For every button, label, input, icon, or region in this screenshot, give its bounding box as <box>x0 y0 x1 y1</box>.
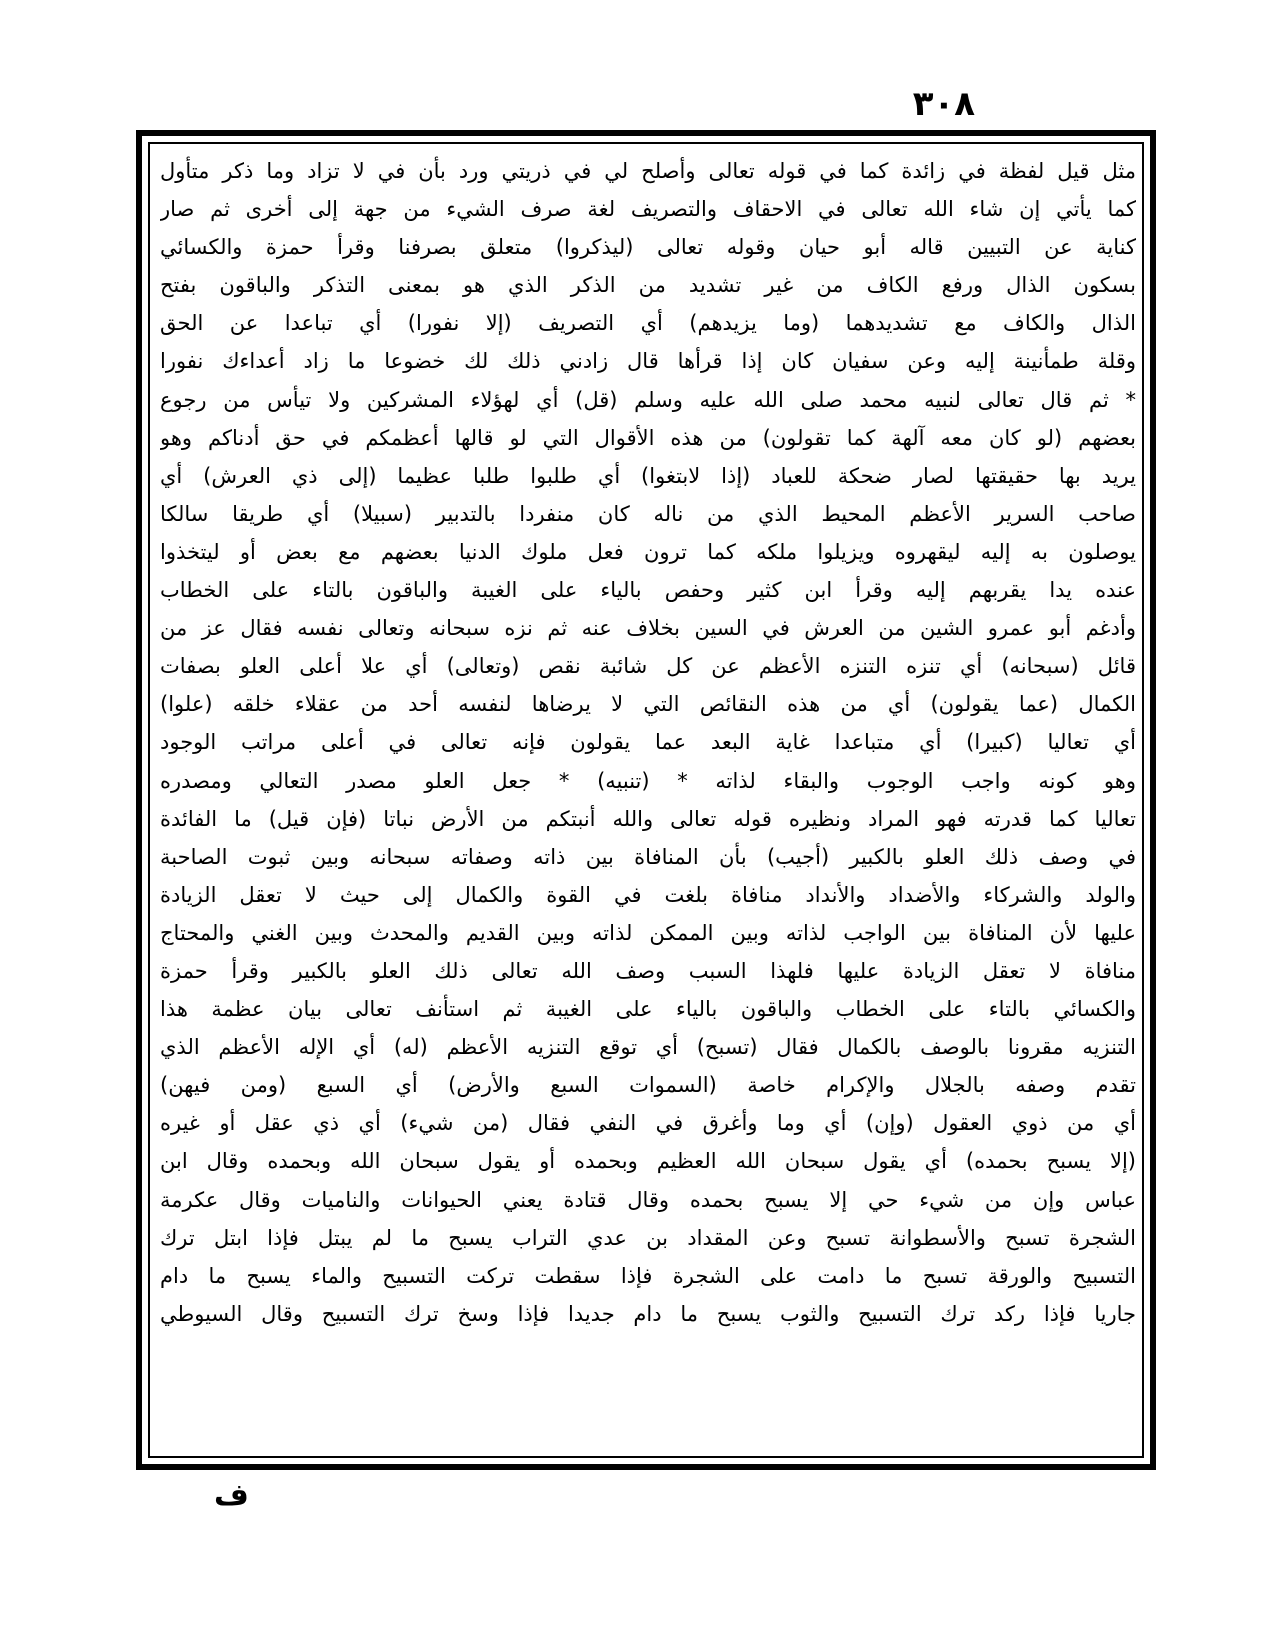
text-line: (إلا يسبح بحمده) أي يقول سبحان الله العظيم وبحمده أو يقول سبحان الله وبحمده وقال ابن <box>160 1149 1136 1174</box>
text-line: منافاة لا تعقل الزيادة عليها فلهذا السبب وصف الله تعالى ذلك العلو بالكبير وقرأ حمزة <box>160 958 1136 983</box>
text-line: والولد والشركاء والأضداد والأنداد منافاة بلغت في القوة والكمال إلى حيث لا تعقل الزيادة <box>160 882 1136 907</box>
text-line: وأدغم أبو عمرو الشين من العرش في السين بخلاف عنه ثم نزه سبحانه وتعالى نفسه فقال عز من <box>160 616 1136 641</box>
text-line: وهو كونه واجب الوجوب والبقاء لذاته * (تنبيه) * جعل العلو مصدر التعالي ومصدره <box>160 768 1136 793</box>
text-line: والكسائي بالتاء على الخطاب والباقون بالياء على الغيبة ثم استأنف تعالى بيان عظمة هذا <box>160 997 1136 1022</box>
text-line: تقدم وصفه بالجلال والإكرام خاصة (السموات السبع والأرض) أي السبع (ومن فيهن) <box>160 1073 1136 1098</box>
text-line: الكمال (عما يقولون) أي من هذه النقائص التي لا يرضاها لنفسه أحد من عقلاء خلقه (علوا) <box>160 692 1136 717</box>
text-line: تعاليا كما قدرته فهو المراد ونظيره قوله تعالى والله أنبتكم من الأرض نباتا (فإن قيل) ما الفائدة <box>160 806 1136 831</box>
page-number: ٣٠٨ <box>912 84 975 124</box>
text-line: صاحب السرير الأعظم المحيط الذي من ناله كان منفردا بالتدبير (سبيلا) أي طريقا سالكا <box>160 501 1136 526</box>
text-line: التسبيح والورقة تسبح ما دامت على الشجرة فإذا سقطت تركت التسبيح والماء يسبح ما دام <box>160 1263 1136 1288</box>
text-line: بسكون الذال ورفع الكاف من غير تشديد من الذكر الذي هو بمعنى التذكر والباقون بفتح <box>160 273 1136 298</box>
text-line: * ثم قال تعالى لنبيه محمد صلى الله عليه وسلم (قل) أي لهؤلاء المشركين ولا تيأس من رجوع <box>160 387 1136 412</box>
text-line: كناية عن التبيين قاله أبو حيان وقوله تعالى (ليذكروا) متعلق بصرفنا وقرأ حمزة والكسائي <box>160 235 1136 260</box>
text-line: مثل قيل لفظة في زائدة كما في قوله تعالى وأصلح لي في ذريتي ورد بأن في لا تزاد وما ذكر متأول <box>160 159 1136 183</box>
text-line: عليها لأن المنافاة بين الواجب لذاته وبين الممكن لذاته وبين القديم والمحدث وبين الغني والمحتاج <box>160 920 1136 945</box>
text-line: يريد بها حقيقتها لصار ضحكة للعباد (إذا لابتغوا) أي طلبوا طلبا عظيما (إلى ذي العرش) أي <box>160 463 1136 488</box>
text-line: أي من ذوي العقول (وإن) أي وما وأغرق في النفي فقال (من شيء) أي ذي عقل أو غيره <box>160 1111 1136 1136</box>
text-line: بعضهم (لو كان معه آلهة كما تقولون) من هذه الأقوال التي لو قالها أعظمكم في حق أدناكم وهو <box>160 425 1136 450</box>
text-line: الذال والكاف مع تشديدهما (وما يزيدهم) أي التصريف (إلا نفورا) أي تباعدا عن الحق <box>160 311 1136 336</box>
text-line: وقلة طمأنينة إليه وعن سفيان كان إذا قرأها قال زادني ذلك لك خضوعا ما زاد أعداءك نفورا <box>160 349 1136 374</box>
text-line: قائل (سبحانه) أي تنزه التنزه الأعظم عن كل شائبة نقص (وتعالى) أي علا أعلى العلو بصفات <box>160 654 1136 679</box>
text-line: أي تعاليا (كبيرا) أي متباعدا غاية البعد عما يقولون فإنه تعالى في أعلى مراتب الوجود <box>160 730 1136 755</box>
text-line: في وصف ذلك العلو بالكبير (أجيب) بأن المنافاة بين ذاته وصفاته سبحانه وبين ثبوت الصاحبة <box>160 844 1136 869</box>
text-line: التنزيه مقرونا بالوصف بالكمال فقال (تسبح) أي توقع التنزيه الأعظم (له) أي الإله الأعظم الذي <box>160 1035 1136 1060</box>
catchword: ف <box>214 1478 249 1513</box>
text-line: عنده يدا يقربهم إليه وقرأ ابن كثير وحفص بالياء على الغيبة والباقون بالتاء على الخطاب <box>160 578 1136 603</box>
text-line: يوصلون به إليه ليقهروه ويزيلوا ملكه كما ترون فعل ملوك الدنيا بعضهم مع بعض أو ليتخذوا <box>160 539 1136 564</box>
text-line: جاريا فإذا ركد ترك التسبيح والثوب يسبح ما دام جديدا فإذا وسخ ترك التسبيح وقال السيوطي <box>160 1301 1136 1326</box>
body-text <box>160 152 1136 1452</box>
text-line: الشجرة تسبح والأسطوانة تسبح وعن المقداد بن عدي التراب يسبح ما لم يبتل فإذا ابتل ترك <box>160 1225 1136 1250</box>
text-line: كما يأتي إن شاء الله تعالى في الاحقاف والتصريف لغة صرف الشيء من جهة إلى أخرى ثم صار <box>160 197 1136 222</box>
text-line: عباس وإن من شيء حي إلا يسبح بحمده وقال قتادة يعني الحيوانات والناميات وقال عكرمة <box>160 1187 1136 1212</box>
